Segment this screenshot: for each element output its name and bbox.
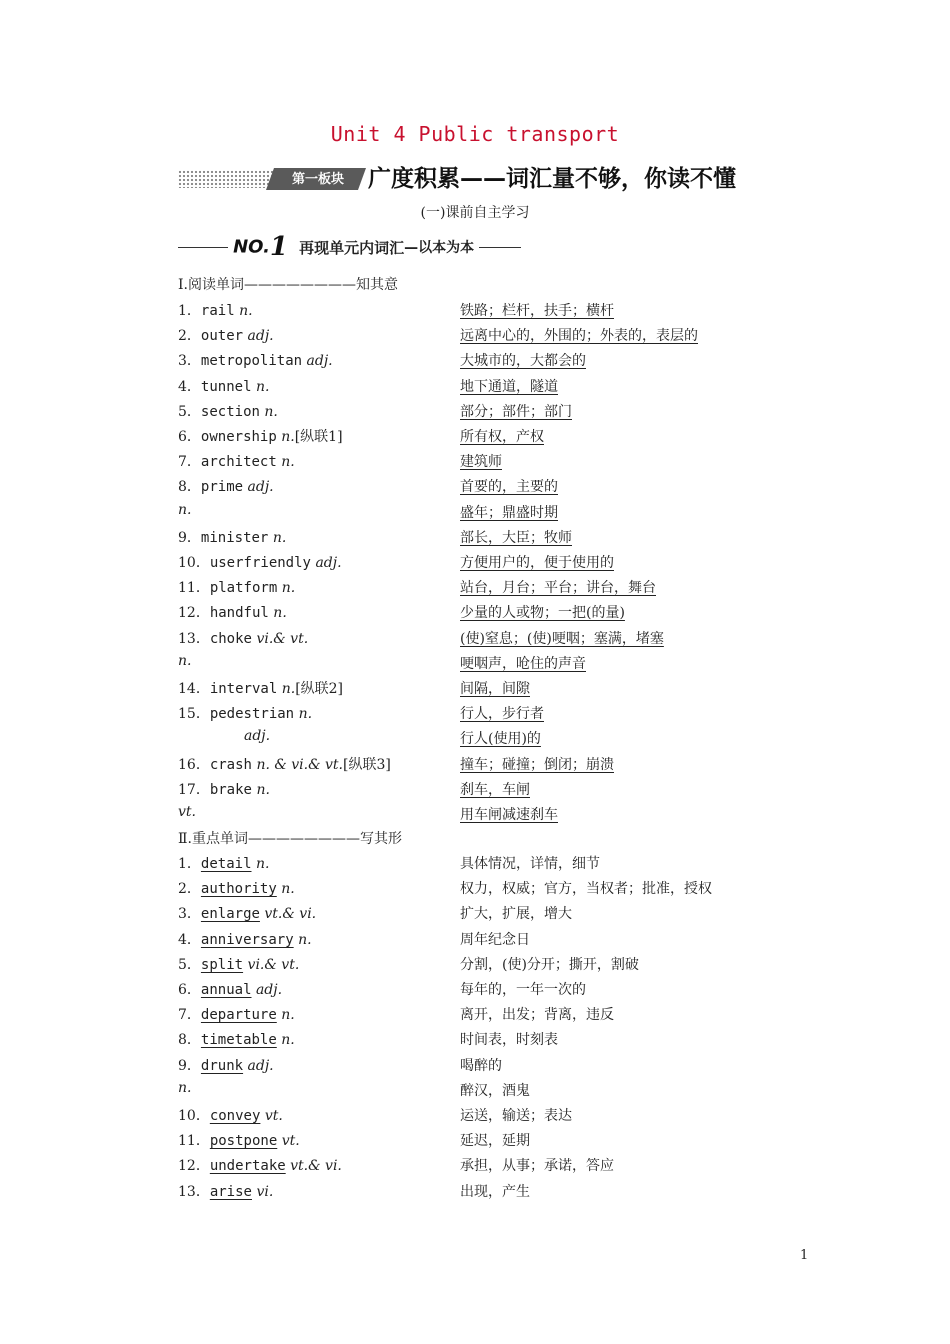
chinese-meaning-answer: 部长，大臣；牧师 [460, 529, 572, 546]
part-of-speech: vi.& vt. [256, 630, 309, 647]
part1-heading: Ⅰ.阅读单词————————知其意 [178, 277, 398, 293]
chinese-meaning-answer: 建筑师 [460, 454, 502, 471]
vocab-row [178, 1181, 798, 1206]
vocab-row [178, 577, 798, 602]
vocab-term [178, 979, 282, 999]
vocab-row [178, 954, 798, 979]
item-number: 5． [178, 956, 201, 973]
chinese-meaning: 每年的，一年一次的 [460, 982, 586, 998]
part-of-speech: vt. [264, 1108, 283, 1124]
chinese-meaning: 承担，从事；承诺，答应 [460, 1158, 614, 1175]
chinese-meaning: 醉汉，酒鬼 [460, 1082, 530, 1099]
item-number: 4． [178, 378, 201, 395]
english-word: crash [209, 756, 252, 773]
vocab-row [178, 1105, 798, 1130]
part-of-speech: n. [281, 681, 296, 697]
chinese-meaning: 出现，产生 [460, 1183, 530, 1200]
chinese-meaning-answer: 用车闸减速刹车 [460, 807, 558, 823]
page-number: 1 [800, 1248, 809, 1263]
part-of-speech: vi.& vt. [247, 956, 300, 973]
vocab-row [178, 1130, 798, 1155]
item-number: 8． [178, 479, 201, 496]
item-number: 8． [178, 1032, 201, 1049]
cross-ref-note: [纵联2] [295, 681, 344, 697]
no-number: 1 [269, 232, 288, 262]
chinese-meaning-answer: 少量的人或物；一把(的量) [460, 605, 625, 622]
vocab-row [178, 426, 798, 451]
chinese-meaning: 权力，权威；官方，当权者；批准，授权 [460, 881, 712, 898]
part-of-speech: vt. [178, 804, 196, 820]
vocab-row [178, 602, 798, 627]
vocab-term [178, 1080, 191, 1096]
vocab-term [178, 552, 342, 572]
page-title: Unit 4 Public transport [330, 122, 620, 146]
chinese-meaning: 分割，(使)分开；撕开，割破 [460, 956, 639, 973]
vocab-term [178, 376, 269, 396]
part-of-speech: n. [281, 580, 296, 597]
vocab-term [178, 1181, 273, 1201]
vocab-row [178, 979, 798, 1004]
banner-dot-pattern [178, 170, 274, 188]
vocab-term [178, 1029, 295, 1049]
chinese-meaning-answer: 部分；部件；部门 [460, 403, 572, 420]
chinese-meaning-answer: 哽咽声，呛住的声音 [460, 655, 586, 672]
part-of-speech: n. [178, 1079, 192, 1096]
vocab-row [178, 502, 798, 527]
vocab-term [178, 602, 287, 622]
no-label: NO. [233, 236, 270, 258]
part-of-speech: n. [256, 781, 270, 798]
vocab-term [178, 903, 316, 923]
chinese-meaning-answer: 撞车；碰撞；倒闭；崩溃 [460, 756, 614, 773]
part-of-speech: adj. [255, 982, 283, 998]
part-of-speech: adj. [247, 479, 274, 496]
chinese-meaning: 扩大，扩展，增大 [460, 906, 572, 923]
vocab-row [178, 1155, 798, 1180]
item-number: 1． [178, 856, 201, 872]
chinese-meaning-answer: 方便用户的，便于使用的 [460, 555, 614, 571]
part-of-speech: n. & vi.& vt. [256, 756, 344, 773]
vocab-row [178, 903, 798, 928]
item-number: 6． [178, 429, 201, 445]
part-of-speech: n. [281, 429, 295, 445]
vocab-term [178, 628, 308, 648]
vocab-row [178, 1080, 798, 1105]
chinese-meaning-answer: 行人(使用)的 [460, 731, 541, 748]
vocab-row [178, 804, 798, 829]
vocab-row [178, 1055, 798, 1080]
english-word: tunnel [200, 378, 252, 395]
vocab-row [178, 476, 798, 501]
chinese-meaning: 离开，出发；背离，违反 [460, 1007, 614, 1024]
english-word-answer: authority [200, 881, 277, 898]
vocab-term [178, 1004, 295, 1024]
vocab-row [178, 703, 798, 728]
part-of-speech: adj. [315, 555, 342, 571]
english-word: handful [209, 605, 269, 622]
part-of-speech: n. [255, 856, 270, 872]
english-word: ownership [200, 429, 277, 445]
item-number: 3． [178, 353, 201, 370]
vocab-row [178, 527, 798, 552]
chinese-meaning: 运送，输送；表达 [460, 1108, 572, 1124]
chinese-meaning-answer: 行人，步行者 [460, 706, 544, 723]
part-of-speech: n. [239, 303, 253, 319]
vocab-row [178, 853, 798, 878]
vocab-term [178, 853, 269, 873]
part-of-speech: vt. [281, 1133, 300, 1150]
chinese-meaning-answer: 刹车，车闸 [460, 781, 530, 798]
english-word: prime [200, 479, 244, 496]
vocab-term [178, 1105, 283, 1125]
english-word: choke [209, 630, 252, 647]
part-of-speech: n. [298, 931, 312, 948]
vocab-term [178, 728, 270, 744]
chinese-meaning: 时间表，时刻表 [460, 1032, 558, 1049]
part-of-speech: adj. [247, 1057, 274, 1074]
banner-heading: 广度积累——词汇量不够，你读不懂 [368, 166, 736, 192]
vocab-row [178, 325, 798, 350]
vocab-row [178, 401, 798, 426]
vocab-term [178, 653, 191, 669]
item-number: 2． [178, 328, 201, 345]
english-word-answer: annual [200, 982, 252, 998]
divider-rule [178, 247, 228, 248]
chinese-meaning: 具体情况，详情，细节 [460, 856, 600, 872]
english-word: section [200, 403, 260, 420]
vocab-term [178, 1130, 300, 1150]
english-word-answer: arise [209, 1183, 252, 1200]
part-of-speech: vt.& vi. [290, 1158, 342, 1175]
part-of-speech: n. [281, 881, 295, 898]
part-of-speech: n. [281, 454, 295, 471]
vocab-row [178, 1004, 798, 1029]
banner-badge-label: 第一板块 [291, 172, 344, 187]
english-word-answer: anniversary [200, 931, 294, 948]
part-of-speech: adj. [244, 728, 271, 745]
vocab-term [178, 350, 333, 370]
vocab-row [178, 350, 798, 375]
english-word: architect [200, 454, 277, 471]
item-number: 12． [178, 605, 210, 622]
section-banner [178, 160, 758, 196]
item-number: 13． [178, 630, 210, 647]
vocab-term [178, 754, 391, 774]
no1-heading [178, 232, 558, 262]
cross-ref-note: [纵联1] [294, 429, 343, 445]
english-word: rail [200, 303, 235, 319]
subtitle: (一)课前自主学习 [420, 205, 530, 221]
item-number: 11． [178, 1133, 210, 1150]
vocab-term [178, 929, 312, 949]
chinese-meaning-answer: (使)窒息；(使)哽咽；塞满，堵塞 [460, 630, 664, 647]
english-word: outer [200, 328, 244, 345]
part-of-speech: n. [281, 1007, 295, 1024]
item-number: 10． [178, 555, 210, 571]
vocab-term [178, 804, 196, 820]
item-number: 13． [178, 1183, 210, 1200]
item-number: 5． [178, 403, 201, 420]
vocab-row [178, 376, 798, 401]
english-word: platform [209, 580, 278, 597]
vocab-term [178, 325, 274, 345]
item-number: 6． [178, 982, 201, 998]
item-number: 1． [178, 303, 201, 319]
vocab-term [178, 577, 295, 597]
chinese-meaning-answer: 站台，月台；平台；讲台，舞台 [460, 580, 656, 597]
chinese-meaning-answer: 远离中心的，外围的；外表的，表层的 [460, 328, 698, 345]
vocab-row [178, 728, 798, 753]
vocab-row [178, 300, 798, 325]
english-word-answer: departure [200, 1007, 277, 1024]
vocab-term [178, 476, 274, 496]
item-number: 7． [178, 1007, 201, 1024]
part2-heading: Ⅱ.重点单词————————写其形 [178, 831, 402, 847]
vocab-row [178, 779, 798, 804]
item-number: 15． [178, 706, 210, 723]
chinese-meaning-answer: 所有权，产权 [460, 429, 544, 445]
part-of-speech: n. [298, 706, 313, 723]
vocab-row [178, 628, 798, 653]
english-word-answer: postpone [209, 1133, 278, 1150]
item-number: 11． [178, 580, 210, 597]
item-number: 9． [178, 1057, 201, 1074]
vocab-term [178, 401, 278, 421]
part-of-speech: n. [272, 529, 287, 546]
vocab-term [178, 954, 299, 974]
chinese-meaning-answer: 地下通道，隧道 [460, 378, 558, 395]
item-number: 10． [178, 1108, 210, 1124]
english-word: userfriendly [209, 555, 311, 571]
chinese-meaning-answer: 首要的，主要的 [460, 479, 558, 496]
english-word-answer: enlarge [200, 906, 260, 923]
part-of-speech: n. [178, 652, 192, 669]
vocab-term [178, 678, 343, 698]
part-of-speech: vt.& vi. [264, 906, 317, 923]
chinese-meaning: 周年纪念日 [460, 931, 530, 948]
item-number: 4． [178, 931, 201, 948]
vocab-row [178, 1029, 798, 1054]
part-of-speech: n. [264, 403, 278, 420]
no1-title: 再现单元内词汇 [299, 238, 405, 257]
chinese-meaning: 延迟，延期 [460, 1133, 530, 1150]
vocab-term [178, 1055, 274, 1075]
vocab-row [178, 552, 798, 577]
english-word: pedestrian [209, 706, 295, 723]
english-word-answer: detail [200, 856, 252, 872]
item-number: 14． [178, 681, 210, 697]
item-number: 7． [178, 454, 201, 471]
english-word: interval [209, 681, 278, 697]
english-word: brake [209, 781, 252, 798]
vocab-term [178, 300, 253, 320]
vocab-row [178, 678, 798, 703]
english-word-answer: convey [209, 1108, 261, 1124]
item-number: 17． [178, 781, 210, 798]
english-word: minister [200, 529, 269, 546]
part-of-speech: n. [281, 1032, 295, 1049]
item-number: 12． [178, 1158, 210, 1175]
vocab-term [178, 1155, 342, 1175]
english-word-answer: undertake [209, 1158, 286, 1175]
part-of-speech: n. [178, 501, 192, 518]
part-of-speech: vi. [256, 1183, 274, 1200]
vocab-term [178, 502, 191, 518]
vocab-row [178, 653, 798, 678]
item-number: 16． [178, 756, 210, 773]
chinese-meaning: 喝醉的 [460, 1057, 502, 1074]
part-of-speech: n. [255, 378, 270, 395]
english-word-answer: split [200, 956, 244, 973]
vocab-term [178, 703, 312, 723]
english-word-answer: timetable [200, 1032, 277, 1049]
cross-ref-note: [纵联3] [343, 756, 391, 773]
part-of-speech: adj. [247, 328, 274, 345]
chinese-meaning-answer: 大城市的，大都会的 [460, 353, 586, 370]
vocab-row [178, 929, 798, 954]
english-word-answer: drunk [200, 1057, 244, 1074]
vocab-row [178, 754, 798, 779]
vocab-term [178, 878, 295, 898]
vocab-row [178, 878, 798, 903]
item-number: 3． [178, 906, 201, 923]
vocab-term [178, 527, 286, 547]
no1-tag: —以本为本 [404, 240, 475, 256]
english-word: metropolitan [200, 353, 303, 370]
vocab-term [178, 426, 343, 446]
chinese-meaning-answer: 盛年；鼎盛时期 [460, 504, 558, 521]
part-of-speech: adj. [306, 353, 333, 370]
vocab-term [178, 779, 270, 799]
item-number: 2． [178, 881, 201, 898]
part-of-speech: n. [273, 605, 287, 622]
divider-rule [479, 247, 521, 248]
chinese-meaning-answer: 铁路；栏杆，扶手；横杆 [460, 303, 614, 319]
item-number: 9． [178, 529, 201, 546]
chinese-meaning-answer: 间隔，间隙 [460, 681, 530, 697]
vocab-row [178, 451, 798, 476]
vocab-term [178, 451, 295, 471]
